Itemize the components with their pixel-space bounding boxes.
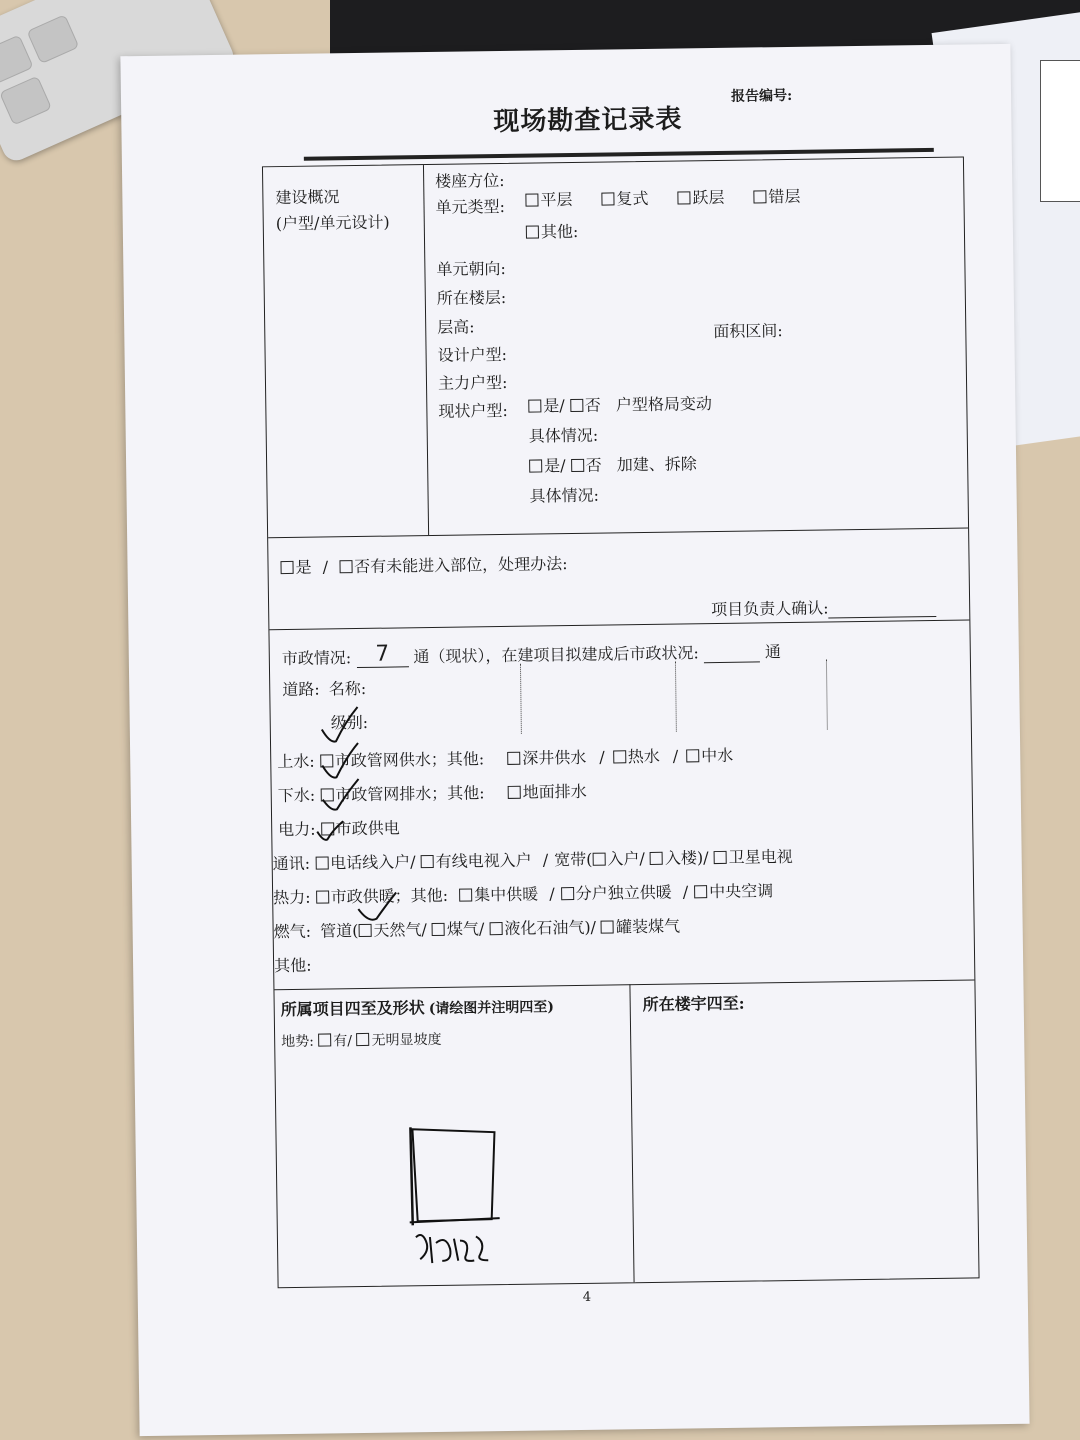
add-demolish-detail-label: 具体情况: bbox=[529, 485, 600, 506]
heating-row: 热力: 市政供暖；其他: 集中供暖 / 分户独立供暖 / 中央空调 bbox=[273, 881, 774, 908]
checkbox-surface-drain[interactable] bbox=[508, 786, 521, 799]
gas-row: 燃气: 管道( 天然气/ 煤气/ 液化石油气)/ 罐装煤气 bbox=[273, 916, 681, 942]
checkbox-yes[interactable] bbox=[528, 399, 541, 412]
checkbox[interactable] bbox=[525, 193, 538, 206]
divider-3 bbox=[274, 979, 974, 990]
municipal-count-handwritten[interactable]: 7 bbox=[356, 641, 408, 668]
dotted-divider-c bbox=[826, 659, 828, 729]
unit-type-other[interactable]: 其他: bbox=[526, 219, 579, 243]
road-label: 道路: 名称: bbox=[282, 678, 367, 700]
checkbox-coal-gas[interactable] bbox=[432, 923, 445, 936]
add-demolish-row: 是/ 否 加建、拆除 bbox=[529, 451, 697, 476]
dotted-divider-b bbox=[675, 662, 677, 732]
checkbox-hot-water[interactable] bbox=[613, 750, 626, 763]
power-row: 电力: 市政供电 bbox=[278, 818, 400, 840]
checkbox-central-ac[interactable] bbox=[694, 885, 707, 898]
road-level-label: 级别: bbox=[330, 712, 369, 733]
unit-type-loft[interactable]: 跃层 bbox=[677, 185, 724, 209]
unit-type-label: 单元类型: bbox=[435, 196, 506, 217]
checkbox-terrain-yes[interactable] bbox=[318, 1033, 331, 1046]
checkbox-individual-heating[interactable] bbox=[561, 887, 574, 900]
handwritten-checkmarks bbox=[309, 652, 433, 934]
future-count-field[interactable] bbox=[704, 661, 760, 663]
floor-label: 所在楼层: bbox=[436, 287, 507, 308]
checkbox-yes[interactable] bbox=[280, 561, 293, 574]
area-range-label: 面积区间: bbox=[713, 321, 783, 342]
project-lead-confirm[interactable]: 项目负责人确认: bbox=[711, 594, 937, 620]
report-number-label: 报告编号: bbox=[730, 87, 793, 105]
terrain-row: 地势: 有/ 无明显坡度 bbox=[281, 1031, 442, 1051]
checkbox-satellite[interactable] bbox=[714, 851, 727, 864]
construction-overview-label: 建设概况 bbox=[275, 187, 340, 208]
background-paper-edge bbox=[1040, 60, 1080, 202]
municipal-row: 市政情况: 7 通（现状），在建项目拟建成后市政状况: 通 bbox=[281, 641, 782, 669]
current-type-label: 现状户型: bbox=[438, 400, 508, 421]
checkbox-well[interactable] bbox=[507, 752, 520, 765]
checkbox-no[interactable] bbox=[339, 560, 352, 573]
unit-type-duplex[interactable]: 复式 bbox=[601, 186, 648, 210]
checkbox-reclaimed-water[interactable] bbox=[686, 749, 699, 762]
divider-2 bbox=[269, 619, 969, 630]
page-number: 4 bbox=[582, 1289, 592, 1305]
checkbox[interactable] bbox=[677, 191, 690, 204]
col-divider-4 bbox=[629, 984, 634, 1282]
checkbox-yes[interactable] bbox=[529, 459, 542, 472]
checkbox[interactable] bbox=[526, 225, 539, 238]
other-label: 其他: bbox=[273, 955, 312, 976]
design-type-label: 设计户型: bbox=[437, 344, 508, 365]
checkbox-broadband-home[interactable] bbox=[592, 853, 605, 866]
no-access-row: 是 / 否有未能进入部位，处理办法: bbox=[280, 551, 567, 578]
signature-line[interactable] bbox=[829, 616, 937, 619]
building-boundary-label: 所在楼宇四至: bbox=[642, 993, 745, 1015]
water-supply-row: 上水: 市政管网供水；其他: 深井供水 / 热水 / 中水 bbox=[277, 745, 734, 772]
unit-orientation-label: 单元朝向: bbox=[436, 258, 506, 279]
checkbox-lpg[interactable] bbox=[489, 922, 502, 935]
checkbox-no[interactable] bbox=[571, 459, 584, 472]
main-type-label: 主力户型: bbox=[437, 372, 508, 393]
form-title: 现场勘查记录表 bbox=[493, 104, 683, 138]
checkbox[interactable] bbox=[601, 192, 614, 205]
construction-overview-sublabel: (户型/单元设计) bbox=[275, 212, 390, 234]
project-boundary-row: 所属项目四至及形状 (请绘图并注明四至) bbox=[280, 998, 555, 1020]
checkbox-canned-gas[interactable] bbox=[601, 920, 614, 933]
col-divider-1 bbox=[423, 165, 429, 535]
telecom-row: 通讯: 电话线入户/ 有线电视入户 / 宽带( 入户/ 入楼)/ 卫星电视 bbox=[272, 846, 793, 874]
building-position-label: 楼座方位: bbox=[435, 170, 505, 191]
dotted-divider-a bbox=[520, 664, 522, 734]
layout-change-row: 是/ 否 户型格局变动 bbox=[528, 391, 712, 417]
checkbox[interactable] bbox=[753, 190, 766, 203]
handwritten-sketch bbox=[394, 1124, 516, 1286]
checkbox-terrain-no[interactable] bbox=[356, 1033, 369, 1046]
checkbox-central-heating[interactable] bbox=[459, 888, 472, 901]
checkbox-broadband-building[interactable] bbox=[650, 852, 663, 865]
checkbox-no[interactable] bbox=[570, 399, 583, 412]
survey-form-sheet bbox=[120, 44, 1029, 1436]
floor-height-label: 层高: bbox=[437, 317, 475, 337]
unit-type-split[interactable]: 错层 bbox=[753, 184, 800, 208]
unit-type-flat[interactable]: 平层 bbox=[525, 187, 572, 211]
layout-detail-label: 具体情况: bbox=[528, 425, 599, 446]
drainage-row: 下水: 市政管网排水；其他: 地面排水 bbox=[277, 781, 587, 806]
divider-1 bbox=[268, 527, 968, 538]
